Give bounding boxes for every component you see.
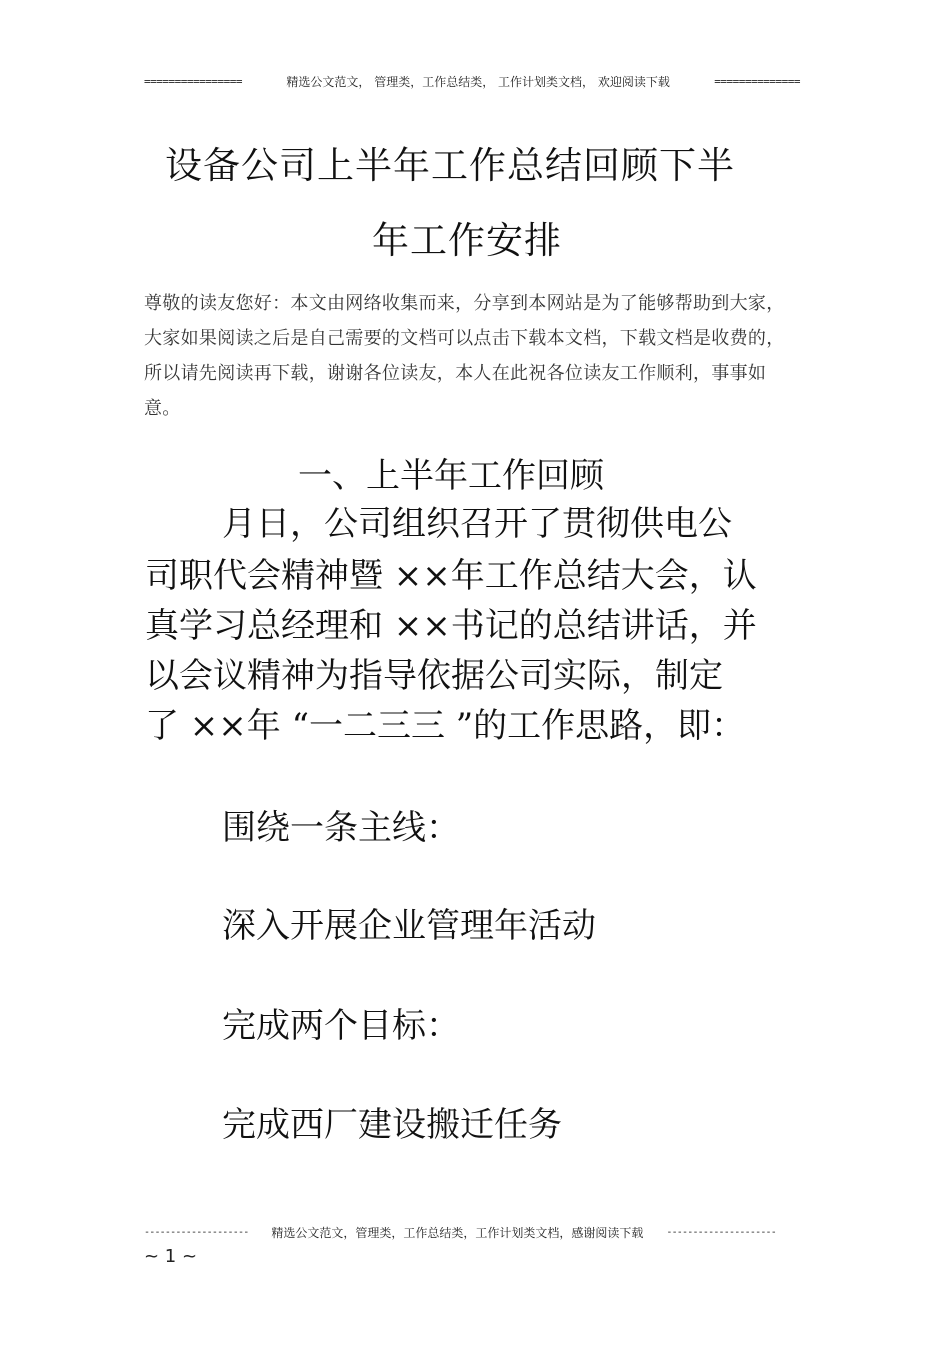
paragraph-line: 司职代会精神暨 ××年工作总结大会，认 [145, 556, 757, 596]
document-title-line-1: 设备公司上半年工作总结回顾下半 [165, 144, 735, 187]
paragraph-line: 以会议精神为指导依据公司实际，制定 [145, 656, 723, 696]
footer-left-rule: -------------------- [144, 1227, 249, 1238]
footer-text: 精选公文范文，管理类，工作总结类，工作计划类文档，感谢阅读下载 [271, 1226, 644, 1240]
header-left-rule: ================ [144, 75, 242, 88]
list-item: 完成两个目标： [222, 1006, 460, 1046]
page-footer [144, 1224, 776, 1241]
paragraph-line: 真学习总经理和 ××书记的总结讲话，并 [145, 606, 757, 646]
paragraph-line: 了 ××年 “一二三三 ”的工作思路，即： [145, 706, 746, 746]
page-number: ~ 1 ~ [144, 1246, 198, 1267]
document-title-line-2: 年工作安排 [372, 219, 562, 262]
list-item: 完成西厂建设搬迁任务 [222, 1105, 562, 1145]
section-heading: 一、上半年工作回顾 [298, 456, 604, 496]
header-text: 精选公文范文， 管理类，工作总结类， 工作计划类文档， 欢迎阅读下载 [286, 75, 670, 89]
header-right-rule: ============== [714, 75, 800, 88]
footer-right-rule: --------------------- [666, 1227, 776, 1238]
list-item: 深入开展企业管理年活动 [222, 906, 596, 946]
paragraph-line: 月日，公司组织召开了贯彻供电公 [222, 504, 732, 544]
reader-notice: 尊敬的读友您好：本文由网络收集而来，分享到本网站是为了能够帮助到大家，大家如果阅读之后是自己需要的文档可以点击下载本文档，下载文档是收费的，所以请先阅读再下载，谢谢各位读友，本人在此祝各位读友工作顺利，事事如意。 [144, 293, 785, 419]
list-item: 围绕一条主线： [222, 808, 460, 848]
page-header [144, 73, 800, 90]
